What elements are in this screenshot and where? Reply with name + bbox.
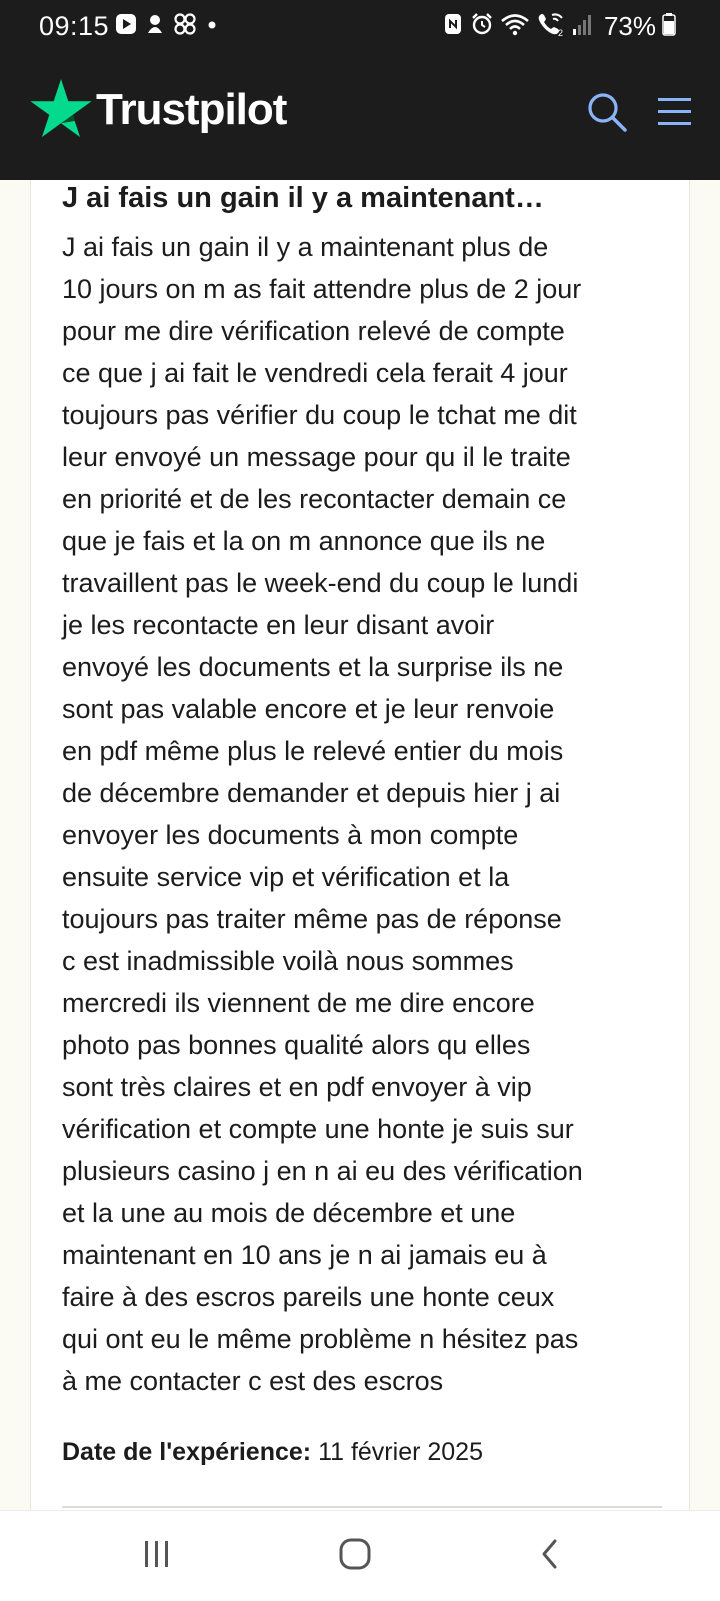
review-body-line: travaillent pas le week-end du coup le lundi — [62, 568, 579, 598]
status-time: 09:15 — [39, 11, 110, 41]
battery-level: 73% — [603, 11, 656, 41]
experience-date-label: Date de l'expérience: — [62, 1438, 312, 1466]
review-card — [30, 180, 690, 1510]
recent-apps-button[interactable] — [132, 1531, 182, 1581]
review-body-line: sont très claires et en pdf envoyer à vip — [62, 1072, 532, 1102]
review-body-line: toujours pas traiter même pas de réponse — [62, 904, 562, 934]
battery-icon — [662, 12, 676, 41]
review-body-line: mercredi ils viennent de me dire encore — [62, 988, 535, 1018]
search-button[interactable] — [585, 90, 629, 134]
menu-icon — [656, 119, 694, 136]
review-body-line: photo pas bonnes qualité alors qu elles — [62, 1030, 531, 1060]
wifi-icon — [500, 12, 530, 41]
review-body-line: J ai fais un gain il y a maintenant plus de — [62, 232, 549, 262]
experience-date-value: 11 février 2025 — [318, 1438, 483, 1466]
review-body-line: vérification et compte une honte je suis sur — [62, 1114, 574, 1144]
notification-icon — [145, 13, 165, 40]
pinwheel-icon — [173, 12, 197, 41]
review-body-line: c est inadmissible voilà nous sommes — [62, 946, 514, 976]
review-body-line: en priorité et de les recontacter demain ce — [62, 484, 567, 514]
review-body-line: et la une au mois de décembre et une — [62, 1198, 516, 1228]
review-body-line: ensuite service vip et vérification et la — [62, 862, 510, 892]
review-body-line: leur envoyé un message pour qu il le traite — [62, 442, 571, 472]
home-button[interactable] — [330, 1531, 380, 1581]
review-body-line: je les recontacte en leur disant avoir — [62, 610, 495, 640]
signal-icon — [572, 12, 594, 41]
review-body-line: pour me dire vérification relevé de compte — [62, 316, 565, 346]
alarm-icon — [470, 12, 494, 41]
review-body-line: en pdf même plus le relevé entier du mois — [62, 736, 564, 766]
review-body-line: toujours pas vérifier du coup le tchat me dit — [62, 400, 577, 430]
review-body-line: faire à des escros pareils une honte ceux — [62, 1282, 555, 1312]
experience-date — [62, 1436, 483, 1468]
play-icon — [115, 13, 137, 40]
review-body-line: ce que j ai fait le vendredi cela ferait 4 jour — [62, 358, 568, 388]
review-body-line: à me contacter c est des escros — [62, 1366, 444, 1396]
back-icon — [537, 1537, 563, 1576]
home-icon — [338, 1537, 372, 1576]
divider — [62, 1506, 662, 1508]
nfc-icon — [442, 12, 464, 41]
review-body-line: maintenant en 10 ans je n ai jamais eu à — [62, 1240, 547, 1270]
star-icon — [30, 79, 92, 142]
back-button[interactable] — [525, 1531, 575, 1581]
review-body-line: qui ont eu le même problème n hésitez pas — [62, 1324, 579, 1354]
review-body-line: envoyé les documents et la surprise ils ne — [62, 652, 564, 682]
brand-name: Trustpilot — [96, 85, 287, 134]
wifi-calling-icon — [536, 11, 566, 42]
review-body-line: de décembre demander et depuis hier j ai — [62, 778, 561, 808]
review-body — [62, 226, 667, 1402]
trustpilot-logo[interactable] — [30, 82, 286, 138]
menu-button[interactable] — [656, 92, 694, 132]
review-body-line: 10 jours on m as fait attendre plus de 2 jour — [62, 274, 582, 304]
svg-text:2: 2 — [557, 27, 563, 37]
review-title[interactable]: J ai fais un gain il y a maintenant… — [62, 182, 544, 214]
search-icon — [585, 121, 629, 138]
status-bar — [0, 0, 720, 54]
system-nav-bar — [0, 1510, 720, 1601]
app-header — [0, 54, 720, 180]
review-body-line: sont pas valable encore et je leur renvoie — [62, 694, 555, 724]
review-body-line: envoyer les documents à mon compte — [62, 820, 519, 850]
recent-apps-icon — [140, 1539, 174, 1574]
status-notification-icons — [115, 14, 219, 38]
status-system-icons — [442, 12, 676, 40]
dot-icon — [205, 13, 219, 40]
review-body-line: que je fais et la on m annonce que ils ne — [62, 526, 546, 556]
review-body-line: plusieurs casino j en n ai eu des vérification — [62, 1156, 583, 1186]
